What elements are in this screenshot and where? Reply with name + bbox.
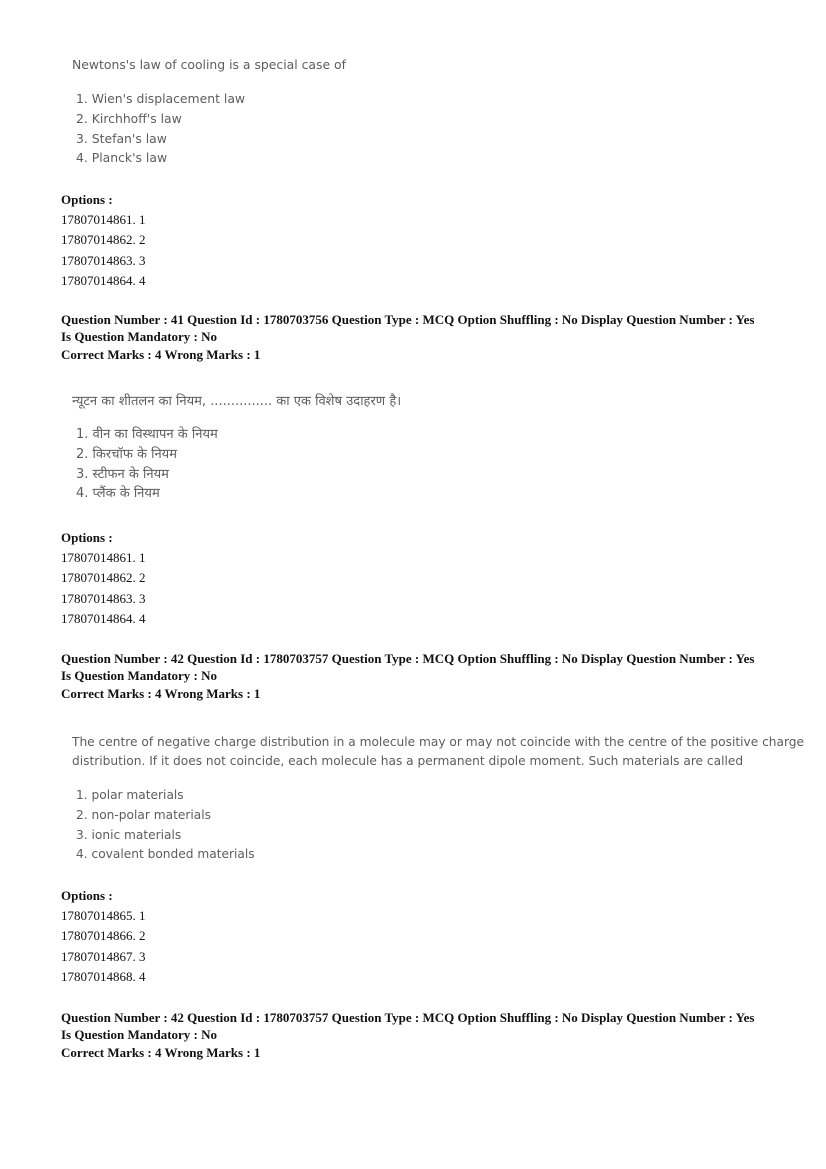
choice-item: 1. वीन का विस्थापन के नियम [76, 427, 218, 442]
meta-line-marks: Correct Marks : 4 Wrong Marks : 1 [61, 347, 261, 362]
option-row: 17807014862. 2 [61, 232, 146, 248]
options-heading: Options : [61, 192, 113, 207]
options-heading: Options : [61, 888, 113, 903]
options-heading: Options : [61, 530, 113, 545]
choice-item: 3. स्टीफन के नियम [76, 466, 169, 482]
question-meta [61, 312, 781, 364]
choice-item: 3. Stefan's law [76, 130, 167, 146]
meta-line-mandatory: Is Question Mandatory : No [61, 1026, 218, 1042]
option-row: 17807014865. 1 [61, 908, 146, 923]
choice-item: 2. किरचॉफ के नियम [76, 446, 177, 462]
meta-line-marks: Correct Marks : 4 Wrong Marks : 1 [61, 686, 261, 701]
choice-item: 1. polar materials [76, 788, 184, 802]
choice-list [72, 89, 346, 168]
choice-item: 4. covalent bonded materials [76, 847, 255, 862]
option-row: 17807014867. 3 [61, 948, 146, 964]
meta-line-question-info: Question Number : 42 Question Id : 1780703757 Question Type : MCQ Option Shuffling : No Display Question Number : Yes [61, 1010, 755, 1025]
choice-item: 3. ionic materials [76, 827, 182, 842]
option-row: 17807014864. 4 [61, 610, 146, 626]
option-row: 17807014861. 1 [61, 550, 146, 565]
question-stem: Newtons's law of cooling is a special case of [72, 57, 346, 72]
meta-line-mandatory: Is Question Mandatory : No [61, 328, 218, 344]
meta-line-question-info: Question Number : 42 Question Id : 1780703757 Question Type : MCQ Option Shuffling : No Display Question Number : Yes [61, 651, 755, 666]
question-42-image [72, 733, 805, 865]
choice-list [72, 425, 401, 504]
options-block [61, 190, 146, 291]
choice-item: 1. Wien's displacement law [76, 91, 246, 106]
option-row: 17807014864. 4 [61, 272, 146, 288]
choice-item: 2. non-polar materials [76, 807, 211, 822]
question-stem: न्यूटन का शीतलन का नियम, ............... का एक विशेष उदाहरण है। [72, 394, 402, 409]
choice-list [72, 786, 792, 865]
meta-line-mandatory: Is Question Mandatory : No [61, 667, 218, 683]
question-meta [61, 651, 781, 703]
choice-item: 4. प्लैंक के नियम [76, 486, 160, 502]
option-row: 17807014866. 2 [61, 928, 146, 944]
options-block [61, 528, 146, 629]
question-stem: The centre of negative charge distribution in a molecule may or may not coincide with the centre of the positive charge [72, 735, 805, 749]
option-row: 17807014862. 2 [61, 570, 146, 586]
option-row: 17807014863. 3 [61, 590, 146, 606]
options-block [61, 886, 146, 987]
choice-item: 2. Kirchhoff's law [76, 110, 182, 126]
question-meta [61, 1010, 781, 1062]
option-row: 17807014861. 1 [61, 212, 146, 227]
choice-item: 4. Planck's law [76, 150, 168, 166]
option-row: 17807014868. 4 [61, 968, 146, 984]
option-row: 17807014863. 3 [61, 252, 146, 268]
meta-line-marks: Correct Marks : 4 Wrong Marks : 1 [61, 1045, 261, 1060]
question-40-image [72, 55, 346, 168]
question-stem: distribution. If it does not coincide, each molecule has a permanent dipole moment. Such materials are called [72, 754, 744, 768]
question-41-image [72, 392, 401, 504]
meta-line-question-info: Question Number : 41 Question Id : 1780703756 Question Type : MCQ Option Shuffling : No Display Question Number : Yes [61, 312, 755, 327]
